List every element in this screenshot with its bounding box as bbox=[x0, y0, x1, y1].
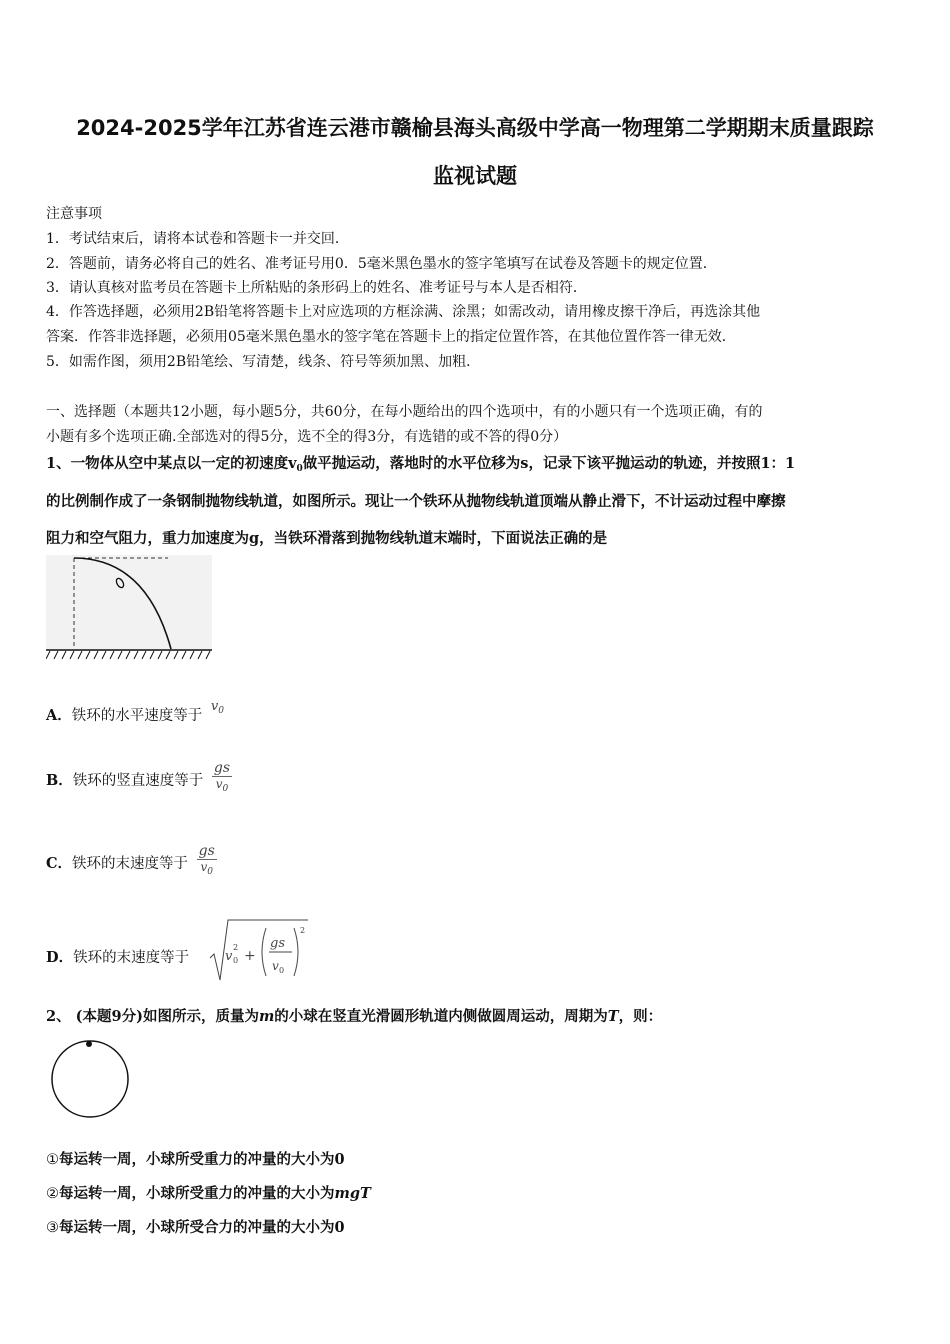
notice-item-3: 3．请认真核对监考员在答题卡上所粘贴的条形码上的姓名、准考证号与本人是否相符． bbox=[46, 280, 587, 296]
q2-statement-1: ①每运转一周，小球所受重力的冲量的大小为0 bbox=[46, 1151, 345, 1168]
sqrt-sup-a: 2 bbox=[233, 943, 239, 952]
q1-option-c[interactable]: C．铁环的末速度等于 $\frac{gs}{v_0}$ bbox=[46, 843, 215, 877]
exam-title-line2: 监视试题 bbox=[433, 164, 517, 188]
q1-line1: 1、一物体从空中某点以一定的初速度$v_0$做平抛运动，落地时的水平位移为s，记录下该平抛运动的轨迹，并按照1：1 bbox=[46, 455, 796, 474]
sqrt-v-b: v bbox=[272, 959, 279, 973]
section-instructions-1: 一、选择题（本题共12小题，每小题5分，共60分，在每小题给出的四个选项中，有的小题只有一个选项正确，有的 bbox=[46, 404, 763, 420]
sqrt-sup-b: 2 bbox=[300, 926, 306, 935]
notice-item-1: 1．考试结束后，请将本试卷和答题卡一并交回． bbox=[46, 231, 349, 247]
sqrt-v-a: v bbox=[225, 949, 233, 964]
notice-heading: 注意事项 bbox=[46, 206, 102, 222]
section-instructions-2: 小题有多个选项正确.全部选对的得5分，选不全的得3分，有选错的或不答的得0分） bbox=[46, 429, 568, 445]
q1-option-b[interactable]: B．铁环的竖直速度等于 $\frac{gs}{v_0}$ bbox=[46, 760, 231, 794]
notice-item-5: 5．如需作图，须用2B铅笔绘、写清楚，线条、符号等须加黑、加粗． bbox=[46, 354, 481, 370]
q2-statement-3: ③每运转一周，小球所受合力的冲量的大小为0 bbox=[46, 1219, 345, 1236]
notice-item-2: 2．答题前，请务必将自己的姓名、准考证号用0．5毫米黑色墨水的签字笔填写在试卷及答题卡的规定位置． bbox=[46, 256, 717, 272]
circular-track-figure bbox=[48, 1038, 132, 1120]
q1-line2: 的比例制作成了一条钢制抛物线轨道，如图所示。现让一个铁环从抛物线轨道顶端从静止滑下，不计运动过程中摩擦 bbox=[46, 493, 786, 510]
q2-statement-2: ②每运转一周，小球所受重力的冲量的大小为mgT bbox=[46, 1185, 371, 1202]
notice-item-4-cont: 答案．作答非选择题，必须用05毫米黑色墨水的签字笔在答题卡上的指定位置作答，在其他位置作答一律无效． bbox=[46, 329, 736, 345]
notice-item-4: 4．作答选择题，必须用2B铅笔将答题卡上对应选项的方框涂满、涂黑；如需改动，请用橡皮擦干净后，再选涂其他 bbox=[46, 304, 761, 320]
q1-line3: 阻力和空气阻力，重力加速度为g，当铁环滑落到抛物线轨道末端时，下面说法正确的是 bbox=[46, 530, 608, 547]
sqrt-gs: gs bbox=[270, 936, 285, 951]
sqrt-sub-b: 0 bbox=[279, 966, 285, 975]
sqrt-formula bbox=[208, 918, 310, 984]
q1-option-d[interactable]: D．铁环的末速度等于 bbox=[46, 949, 190, 966]
q1-option-a[interactable]: A．铁环的水平速度等于 $v_0$ bbox=[46, 699, 224, 724]
sqrt-plus: + bbox=[244, 948, 256, 964]
exam-title-line1: 2024-2025学年江苏省连云港市赣榆县海头高级中学高一物理第二学期期末质量跟踪 bbox=[76, 116, 874, 140]
parabola-track-figure bbox=[46, 555, 212, 663]
q2-stem: 2、 (本题9分)如图所示，质量为m的小球在竖直光滑圆形轨道内侧做圆周运动，周期为T，则： bbox=[46, 1008, 663, 1025]
sqrt-sub-a: 0 bbox=[233, 956, 239, 965]
